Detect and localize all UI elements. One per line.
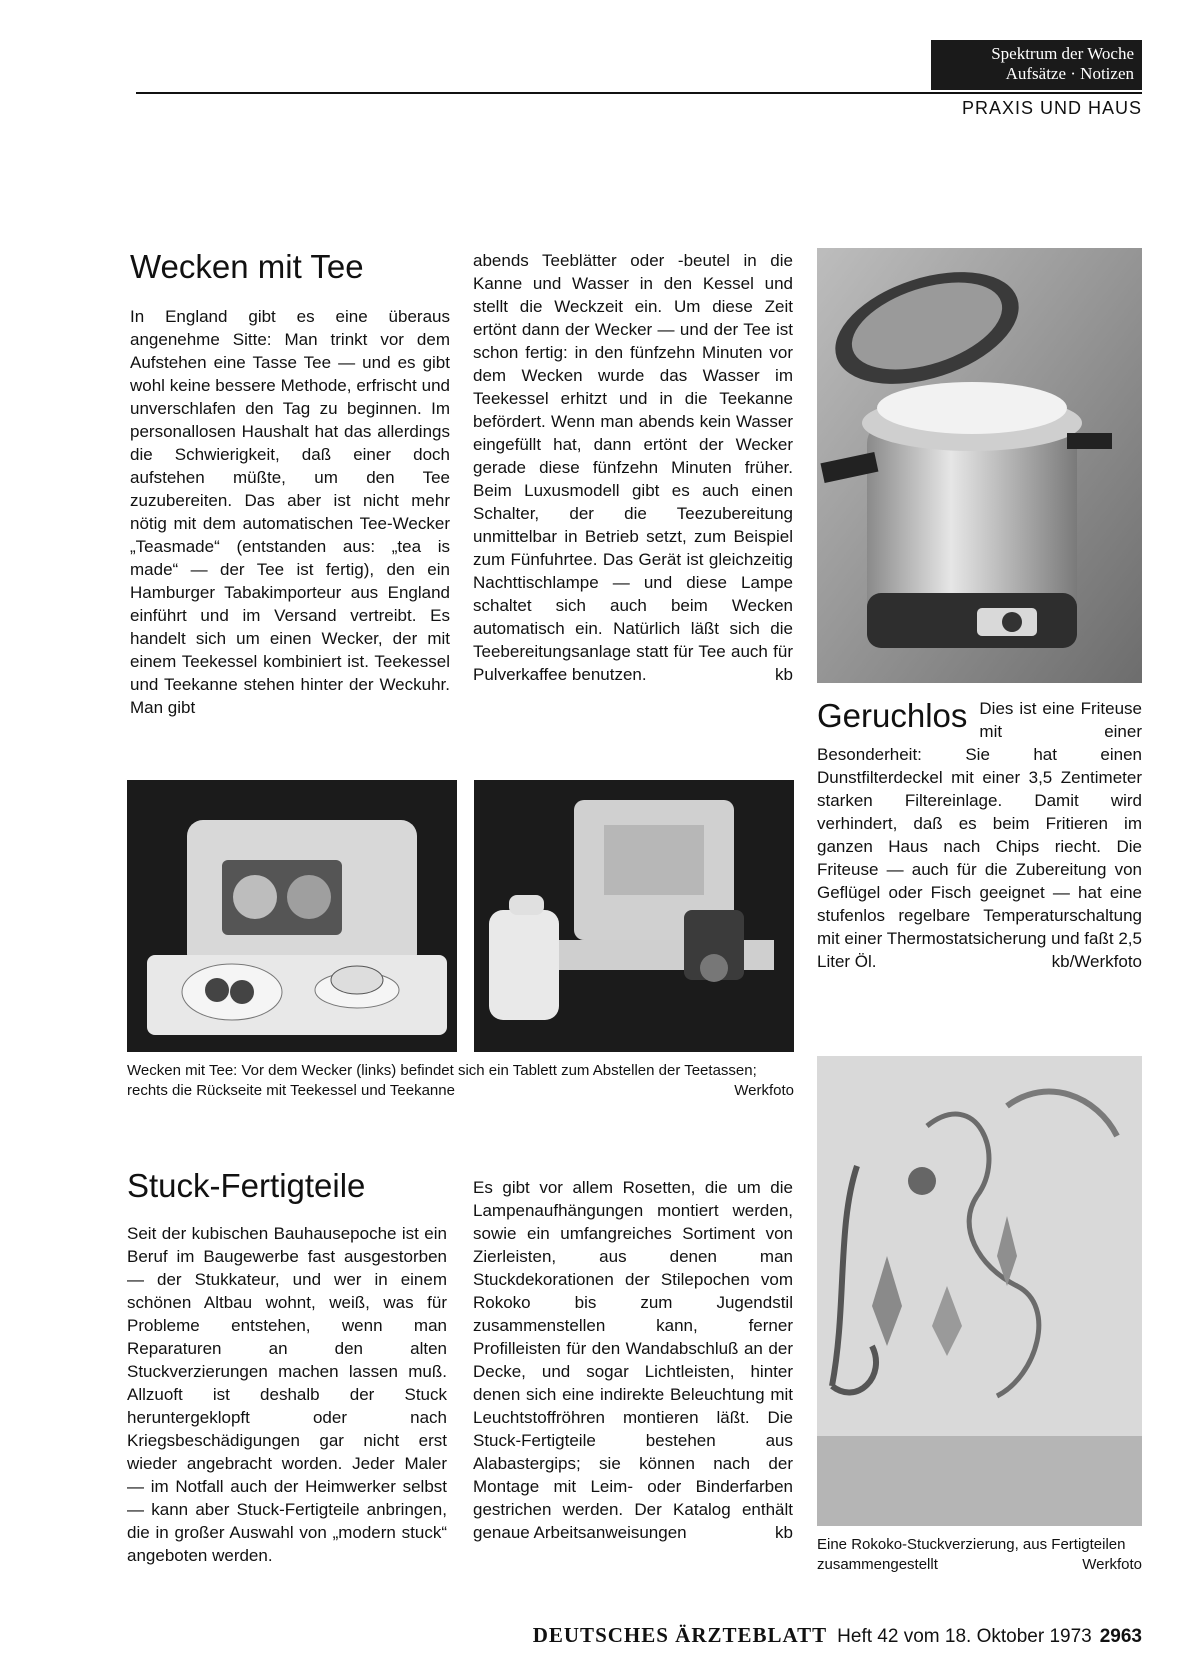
- article-tee-col2: abends Teeblätter oder -beutel in die Kanne und Wasser in den Kessel und stellt die Weckzeit ein. Um diese Zeit ertönt dann der Wecker — und der Tee ist schon fertig: in den fünfzehn Minuten vor dem Wecken wurde das Wasser im Teekessel erhitzt und in die Teekanne befördert. Wenn man abends kein Wasser eingefüllt hat, dann ertönt der Wecker gerade diese fünfzehn Minuten früher. Beim Luxusmodell gibt es auch einen Schalter, der die Teezubereitung unmittelbar in Betrieb setzt, zum Beispiel zum Fünfuhrtee. Das Gerät ist gleichzeitig Nachttischlampe — und diese Lampe schaltet sich auch beim Wecken automatisch ein. Natürlich läßt sich die Teebereitungsanlage statt für Tee auch für Pulverkaffee benutzen. kb: [473, 251, 793, 684]
- article-tee-caption-credit: Werkfoto: [734, 1082, 794, 1099]
- article-stuck-col1: Seit der kubischen Bauhausepoche ist ein Beruf im Baugewerbe fast ausgestorben — der Stukkateur, und wer in einem schönen Altbau wohnt, weiß, was für Probleme entstehen, wenn man Reparaturen an den alten Stuckverzierungen machen lassen muß. Allzuoft ist deshalb der Stuck heruntergeklopft oder nach Kriegsbeschädigungen gar nicht erst wieder angebracht worden. Jeder Maler — im Notfall auch der Heimwerker selbst — kann aber Stuck-Fertigteile anbringen, die in großer Auswahl von „modern stuck“ angeboten werden.: [127, 1224, 447, 1565]
- article-geruch: [817, 697, 1142, 973]
- article-stuck-col2: Es gibt vor allem Rosetten, die um die Lampenaufhängungen montiert werden, sowie ein umfangreiches Sortiment von Zierleisten, aus denen man Stuckdekorationen der Stilepochen vom Rokoko bis zum Jugendstil zusammenstellen kann, ferner Profilleisten für den Wandabschluß an der Decke, und sogar Lichtleisten, hinter denen sich eine indirekte Beleuchtung mit Leuchtstoffröhren montieren läßt. Die Stuck-Fertigteile bestehen aus Alabastergips; sie können nach der Montage mit Leim- oder Binderfarben gestrichen werden. Der Katalog enthält genaue Arbeitsanweisungen kb: [473, 1178, 793, 1542]
- header-rule: [136, 92, 1142, 94]
- badge-line-2: Aufsätze · Notizen: [1005, 64, 1134, 83]
- footer-page-number: 2963: [1099, 1626, 1142, 1647]
- section-name: PRAXIS UND HAUS: [961, 98, 1142, 118]
- footer-issue: Heft 42 vom 18. Oktober 1973: [837, 1626, 1092, 1647]
- section-badge: [931, 40, 1142, 90]
- footer-masthead: DEUTSCHES ÄRZTEBLATT: [532, 1623, 828, 1647]
- article-tee-title: Wecken mit Tee: [130, 248, 364, 285]
- stucco-photo: [817, 1056, 1142, 1526]
- article-stuck-caption: Eine Rokoko-Stuckverzierung, aus Fertigteilen zusammengestellt Werkfoto: [817, 1536, 1142, 1573]
- article-tee-signature: kb: [775, 665, 793, 684]
- article-tee-col1: In England gibt es eine überaus angenehme Sitte: Man trinkt vor dem Aufstehen eine Tasse Tee — und es gibt wohl keine bessere Methode, erfrischt und unverschlafen den Tag zu beginnen. Im personallosen Haushalt hat das allerdings die Schwierigkeit, daß einer doch aufstehen müßte, um den Tee zuzubereiten. Das aber ist nicht mehr nötig mit dem automatischen Tee-Wecker „Teasmade“ (entstanden aus: „tea is made“ — der Tee ist fertig), den ein Hamburger Tabakimporteur aus England einführt und im Versand vertreibt. Es handelt sich um einen Wecker, der mit einem Teekessel kombiniert ist. Teekessel und Teekanne stehen hinter der Weckuhr. Man gibt: [130, 307, 450, 717]
- article-tee-caption: Wecken mit Tee: Vor dem Wecker (links) befindet sich ein Tablett zum Abstellen der Teetassen; rechts die Rückseite mit Teekessel und Teekanne Werkfoto: [127, 1062, 794, 1099]
- article-stuck-title: Stuck-Fertigteile: [127, 1167, 366, 1204]
- badge-line-1: Spektrum der Woche: [991, 44, 1134, 63]
- page-footer: [480, 1623, 1142, 1648]
- article-stuck-caption-credit: Werkfoto: [1082, 1556, 1142, 1573]
- article-geruch-signature: kb/Werkfoto: [1051, 952, 1142, 971]
- fryer-photo: [817, 248, 1142, 683]
- article-stuck-signature: kb: [775, 1523, 793, 1542]
- teasmade-front-photo: [127, 780, 457, 1052]
- article-geruch-title: Geruchlos: [817, 697, 968, 734]
- teasmade-back-photo: [474, 780, 794, 1052]
- article-geruch-text: Dies ist eine Friteuse mit einer Besonderheit: Sie hat einen Dunstfilterdeckel mit einer 3,5 Zentimeter starken Filtereinlage. Damit wird verhindert, daß es beim Fritieren im ganzen Haus nach Chips riecht. Die Friteuse — auch für die Zubereitung von Geflügel oder Fisch geeignet — hat eine stufenlos regelbare Temperaturschaltung mit einer Thermostatsicherung und faßt 2,5 Liter Öl. kb/Werkfoto: [817, 699, 1142, 971]
